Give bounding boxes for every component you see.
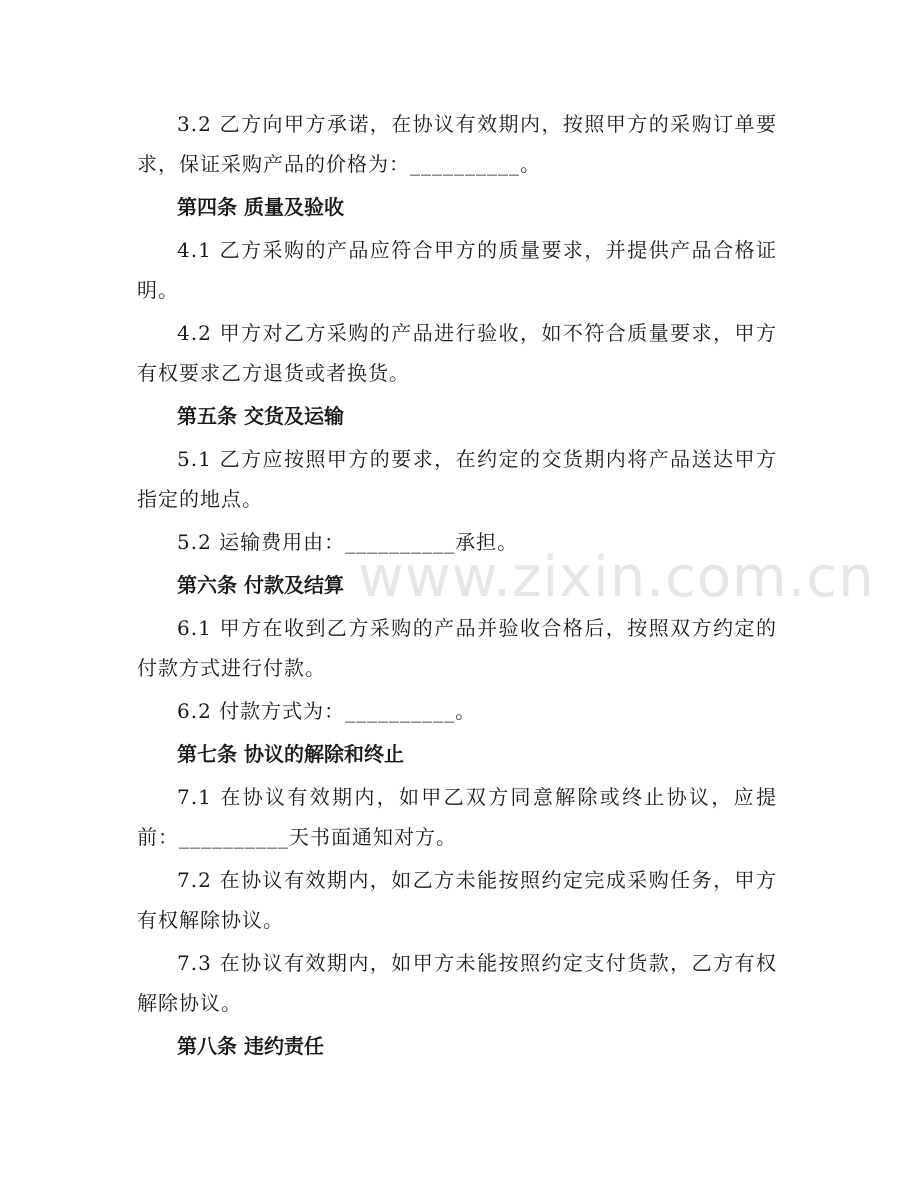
clause-5-1: 5.1 乙方应按照甲方的要求，在约定的交货期内将产品送达甲方指定的地点。: [137, 447, 777, 511]
watermark-text: www.zixin.com.cn: [358, 545, 875, 610]
clause-7-3: 7.3 在协议有效期内，如甲方未能按照约定支付货款，乙方有权解除协议。: [137, 951, 777, 1015]
article-6-heading: 第六条 付款及结算: [177, 573, 344, 597]
clause-4-1: 4.1 乙方采购的产品应符合甲方的质量要求，并提供产品合格证明。: [137, 238, 777, 302]
clause-7-1: 7.1 在协议有效期内，如甲乙双方同意解除或终止协议，应提前：__________天书面通知对方。: [137, 785, 777, 849]
article-8-heading: 第八条 违约责任: [177, 1034, 324, 1058]
clause-6-1: 6.1 甲方在收到乙方采购的产品并验收合格后，按照双方约定的付款方式进行付款。: [137, 616, 777, 680]
clause-4-2: 4.2 甲方对乙方采购的产品进行验收，如不符合质量要求，甲方有权要求乙方退货或者换货。: [137, 321, 777, 385]
clause-5-2: 5.2 运输费用由：__________承担。: [177, 530, 519, 554]
article-7-heading: 第七条 协议的解除和终止: [177, 742, 404, 766]
article-5-heading: 第五条 交货及运输: [177, 404, 344, 428]
clause-6-2: 6.2 付款方式为：__________。: [177, 699, 477, 723]
clause-7-2: 7.2 在协议有效期内，如乙方未能按照约定完成采购任务，甲方有权解除协议。: [137, 868, 777, 932]
article-4-heading: 第四条 质量及验收: [177, 195, 344, 219]
document-body: [137, 104, 777, 1069]
clause-3-2: 3.2 乙方向甲方承诺，在协议有效期内，按照甲方的采购订单要求，保证采购产品的价格为：__________。: [137, 112, 777, 176]
